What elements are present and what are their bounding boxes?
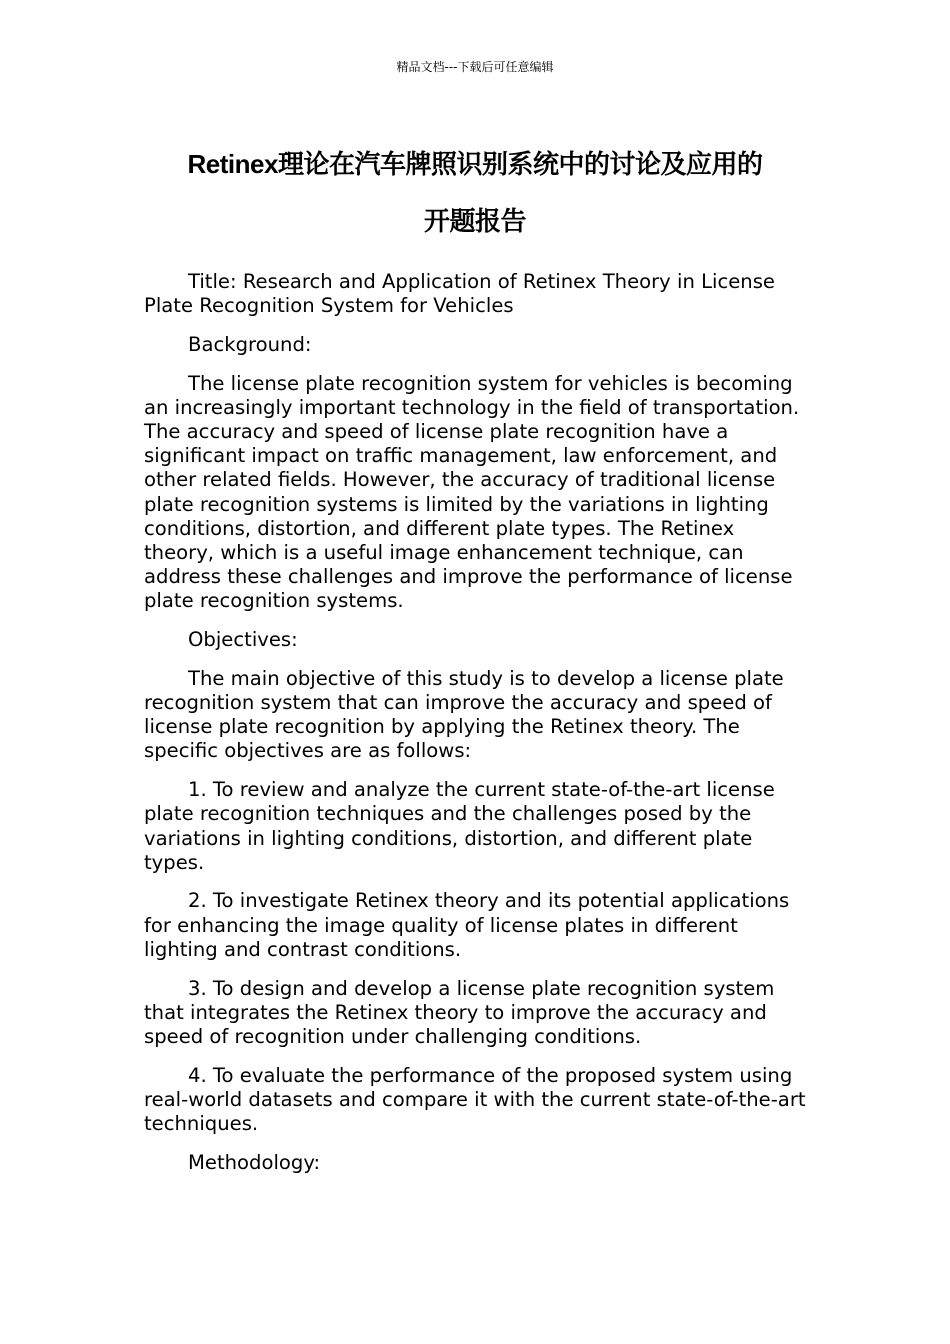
paragraph-objectives: The main objective of this study is to develop a license plate recognition system that can improve the accuracy and speed of license plate recognition by applying the Retinex theory. The specific objectives are as follows:: [144, 666, 784, 763]
title-line-2: 开题报告: [423, 206, 526, 236]
title-line-1: Retinex理论在汽车牌照识别系统中的讨论及应用的: [187, 149, 763, 179]
objective-item: 1. To review and analyze the current state-of-the-art license plate recognition techniques and the challenges posed by the variations in lighting conditions, distortion, and different plate types.: [144, 778, 775, 874]
document-body: [144, 270, 808, 1190]
heading-background: Background:: [188, 332, 312, 356]
heading-objectives: Objectives:: [188, 628, 298, 652]
objective-item: 3. To design and develop a license plate recognition system that integrates the Retinex theory to improve the accuracy and speed of recognition under challenging conditions.: [144, 976, 775, 1048]
document-title: [100, 136, 850, 250]
objective-item: 4. To evaluate the performance of the proposed system using real-world datasets and compare it with the current state-of-the-art techniques.: [144, 1063, 806, 1136]
paragraph-title: Title: Research and Application of Retinex Theory in License Plate Recognition System for Vehicles: [144, 270, 775, 318]
objective-item: 2. To investigate Retinex theory and its potential applications for enhancing the image quality of license plates in different lighting and contrast conditions.: [144, 889, 790, 961]
paragraph-background: The license plate recognition system for vehicles is becoming an increasingly important technology in the field of transportation. The accuracy and speed of license plate recognition have a significant impact on traffic management, law enforcement, and other related fields. However, the accuracy of traditional license plate recognition systems is limited by the variations in lighting conditions, distortion, and different plate types. The Retinex theory, which is a useful image enhancement technique, can address these challenges and improve the performance of license plate recognition systems.: [144, 371, 800, 613]
heading-methodology: Methodology:: [188, 1150, 321, 1174]
page-header: 精品文档---下载后可任意编辑: [396, 60, 554, 74]
